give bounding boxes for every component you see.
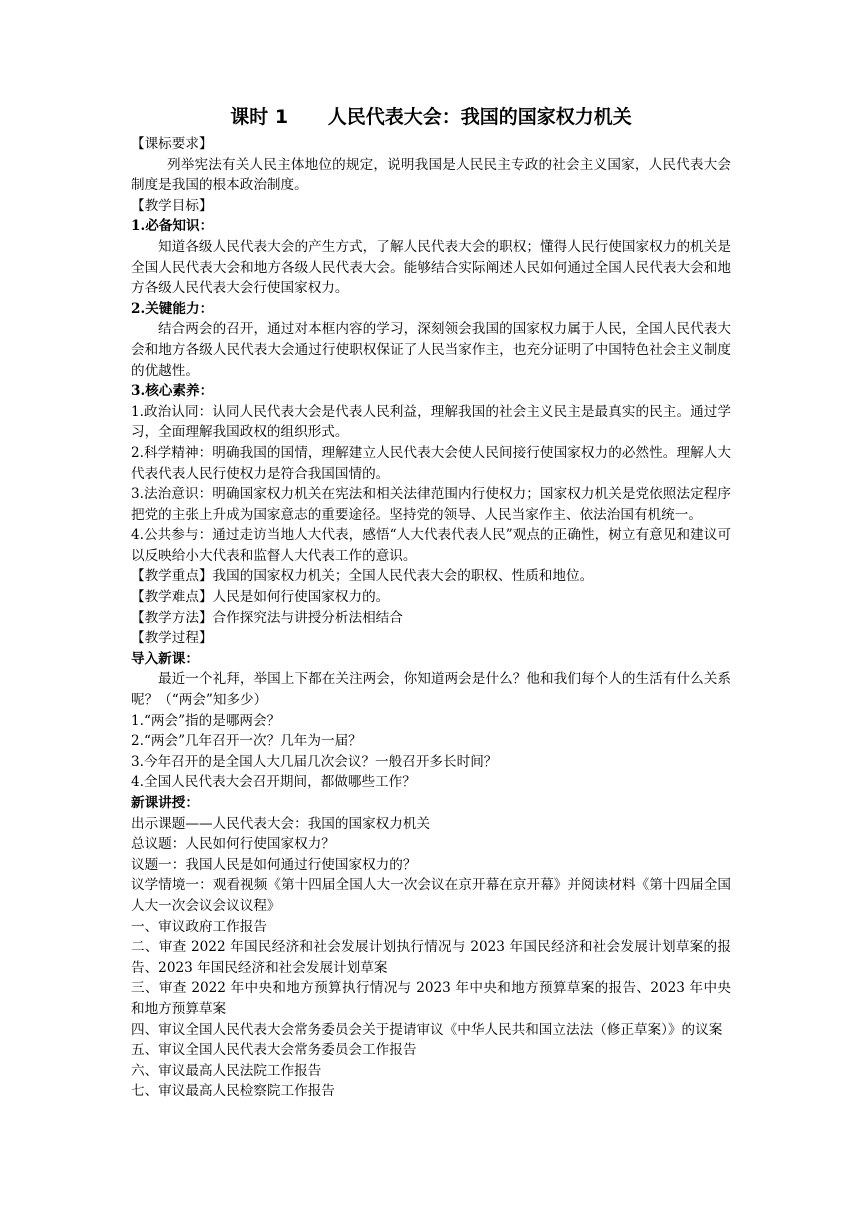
suyang-item: 3.法治意识：明确国家权力机关在宪法和相关法律范围内行使权力；国家权力机关是党依照法定程序把党的主张上升成为国家意志的重要途径。坚持党的领导、人民当家作主、依法治国有机统一。: [131, 486, 731, 523]
bibei-heading: 1.必备知识：: [131, 218, 214, 235]
agenda-item: 三、审查 2022 年中央和地方预算执行情况与 2023 年中央和地方预算草案的报告、2023 年中央和地方预算草案: [131, 980, 731, 1017]
suyang-heading: 3.核心素养：: [131, 383, 214, 400]
agenda-item: 二、审查 2022 年国民经济和社会发展计划执行情况与 2023 年国民经济和社会发展计划草案的报告、2023 年国民经济和社会发展计划草案: [131, 939, 731, 976]
xinke-line: 议学情境一：观看视频《第十四届全国人大一次会议在京开幕在京开幕》并阅读材料《第十四届全国人大一次会议会议议程》: [131, 877, 731, 914]
zhongdian-line: 【教学重点】我国的国家权力机关；全国人民代表大会的职权、性质和地位。: [131, 568, 594, 585]
daoru-heading: 导入新课：: [131, 650, 199, 667]
nandian-line: 【教学难点】人民是如何行使国家权力的。: [131, 589, 390, 606]
suyang-item: 4.公共参与：通过走访当地人大代表，感悟“人大代表代表人民”观点的正确性，树立有意见和建议可以反映给小大代表和监督人大代表工作的意识。: [131, 527, 731, 564]
suyang-item: 1.政治认同：认同人民代表大会是代表人民利益，理解我国的社会主义民主是最真实的民主。通过学习，全面理解我国政权的组织形式。: [131, 403, 731, 441]
suyang-item: 2.科学精神：明确我国的国情，理解建立人民代表大会使人民间接行使国家权力的必然性。理解人大代表代表人民行使权力是符合我国国情的。: [131, 444, 731, 482]
daoru-text: 最近一个礼拜，举国上下都在关注两会，你知道两会是什么？他和我们每个人的生活有什么关系呢？（“两会”知多少）: [131, 671, 731, 709]
question-item: 4.全国人民代表大会召开期间，都做哪些工作？: [131, 774, 416, 791]
question-item: 1.“两会”指的是哪两会？: [131, 712, 281, 729]
guocheng-heading: 【教学过程】: [131, 630, 213, 647]
xinke-line: 议题一：我国人民是如何通过行使国家权力的？: [131, 856, 417, 873]
kebiao-heading: 【课标要求】: [131, 136, 213, 152]
page-title: 课时 1 人民代表大会：我国的国家权力机关: [230, 106, 632, 128]
xinke-line: 出示课题——人民代表大会：我国的国家权力机关: [131, 815, 431, 832]
guanjian-heading: 2.关键能力：: [131, 300, 214, 317]
xinke-heading: 新课讲授：: [131, 795, 199, 811]
agenda-item: 一、审议政府工作报告: [131, 918, 267, 935]
bibei-text: 知道各级人民代表大会的产生方式，了解人民代表大会的职权；懂得人民行使国家权力的机关是全国人民代表大会和地方各级人民代表大会。能够结合实际阐述人民如何通过全国人民代表大会和地方各级人民代表大会行使国家权力。: [131, 238, 731, 297]
mubiao-heading: 【教学目标】: [131, 197, 213, 214]
fangfa-line: 【教学方法】合作探究法与讲授分析法相结合: [131, 609, 403, 626]
question-item: 2.“两会”几年召开一次？几年为一届？: [131, 733, 362, 750]
xinke-line: 总议题：人民如何行使国家权力？: [131, 836, 335, 853]
agenda-item: 五、审议全国人民代表大会常务委员会工作报告: [131, 1042, 417, 1059]
kebiao-text: 列举宪法有关人民主体地位的规定，说明我国是人民民主专政的社会主义国家，人民代表大会制度是我国的根本政治制度。: [131, 156, 731, 194]
question-item: 3.今年召开的是全国人大几届几次会议？一般召开多长时间？: [131, 753, 498, 770]
agenda-item: 七、审议最高人民检察院工作报告: [131, 1083, 335, 1100]
document-page: [131, 104, 731, 1102]
agenda-item: 四、审议全国人民代表大会常务委员会关于提请审议《中华人民共和国立法法（修正草案）》的议案: [131, 1021, 723, 1038]
agenda-item: 六、审议最高人民法院工作报告: [131, 1062, 322, 1079]
guanjian-text: 结合两会的召开，通过对本框内容的学习，深刻领会我国的国家权力属于人民，全国人民代表大会和地方各级人民代表大会通过行使职权保证了人民当家作主，也充分证明了中国特色社会主义制度的优越性。: [131, 321, 731, 379]
